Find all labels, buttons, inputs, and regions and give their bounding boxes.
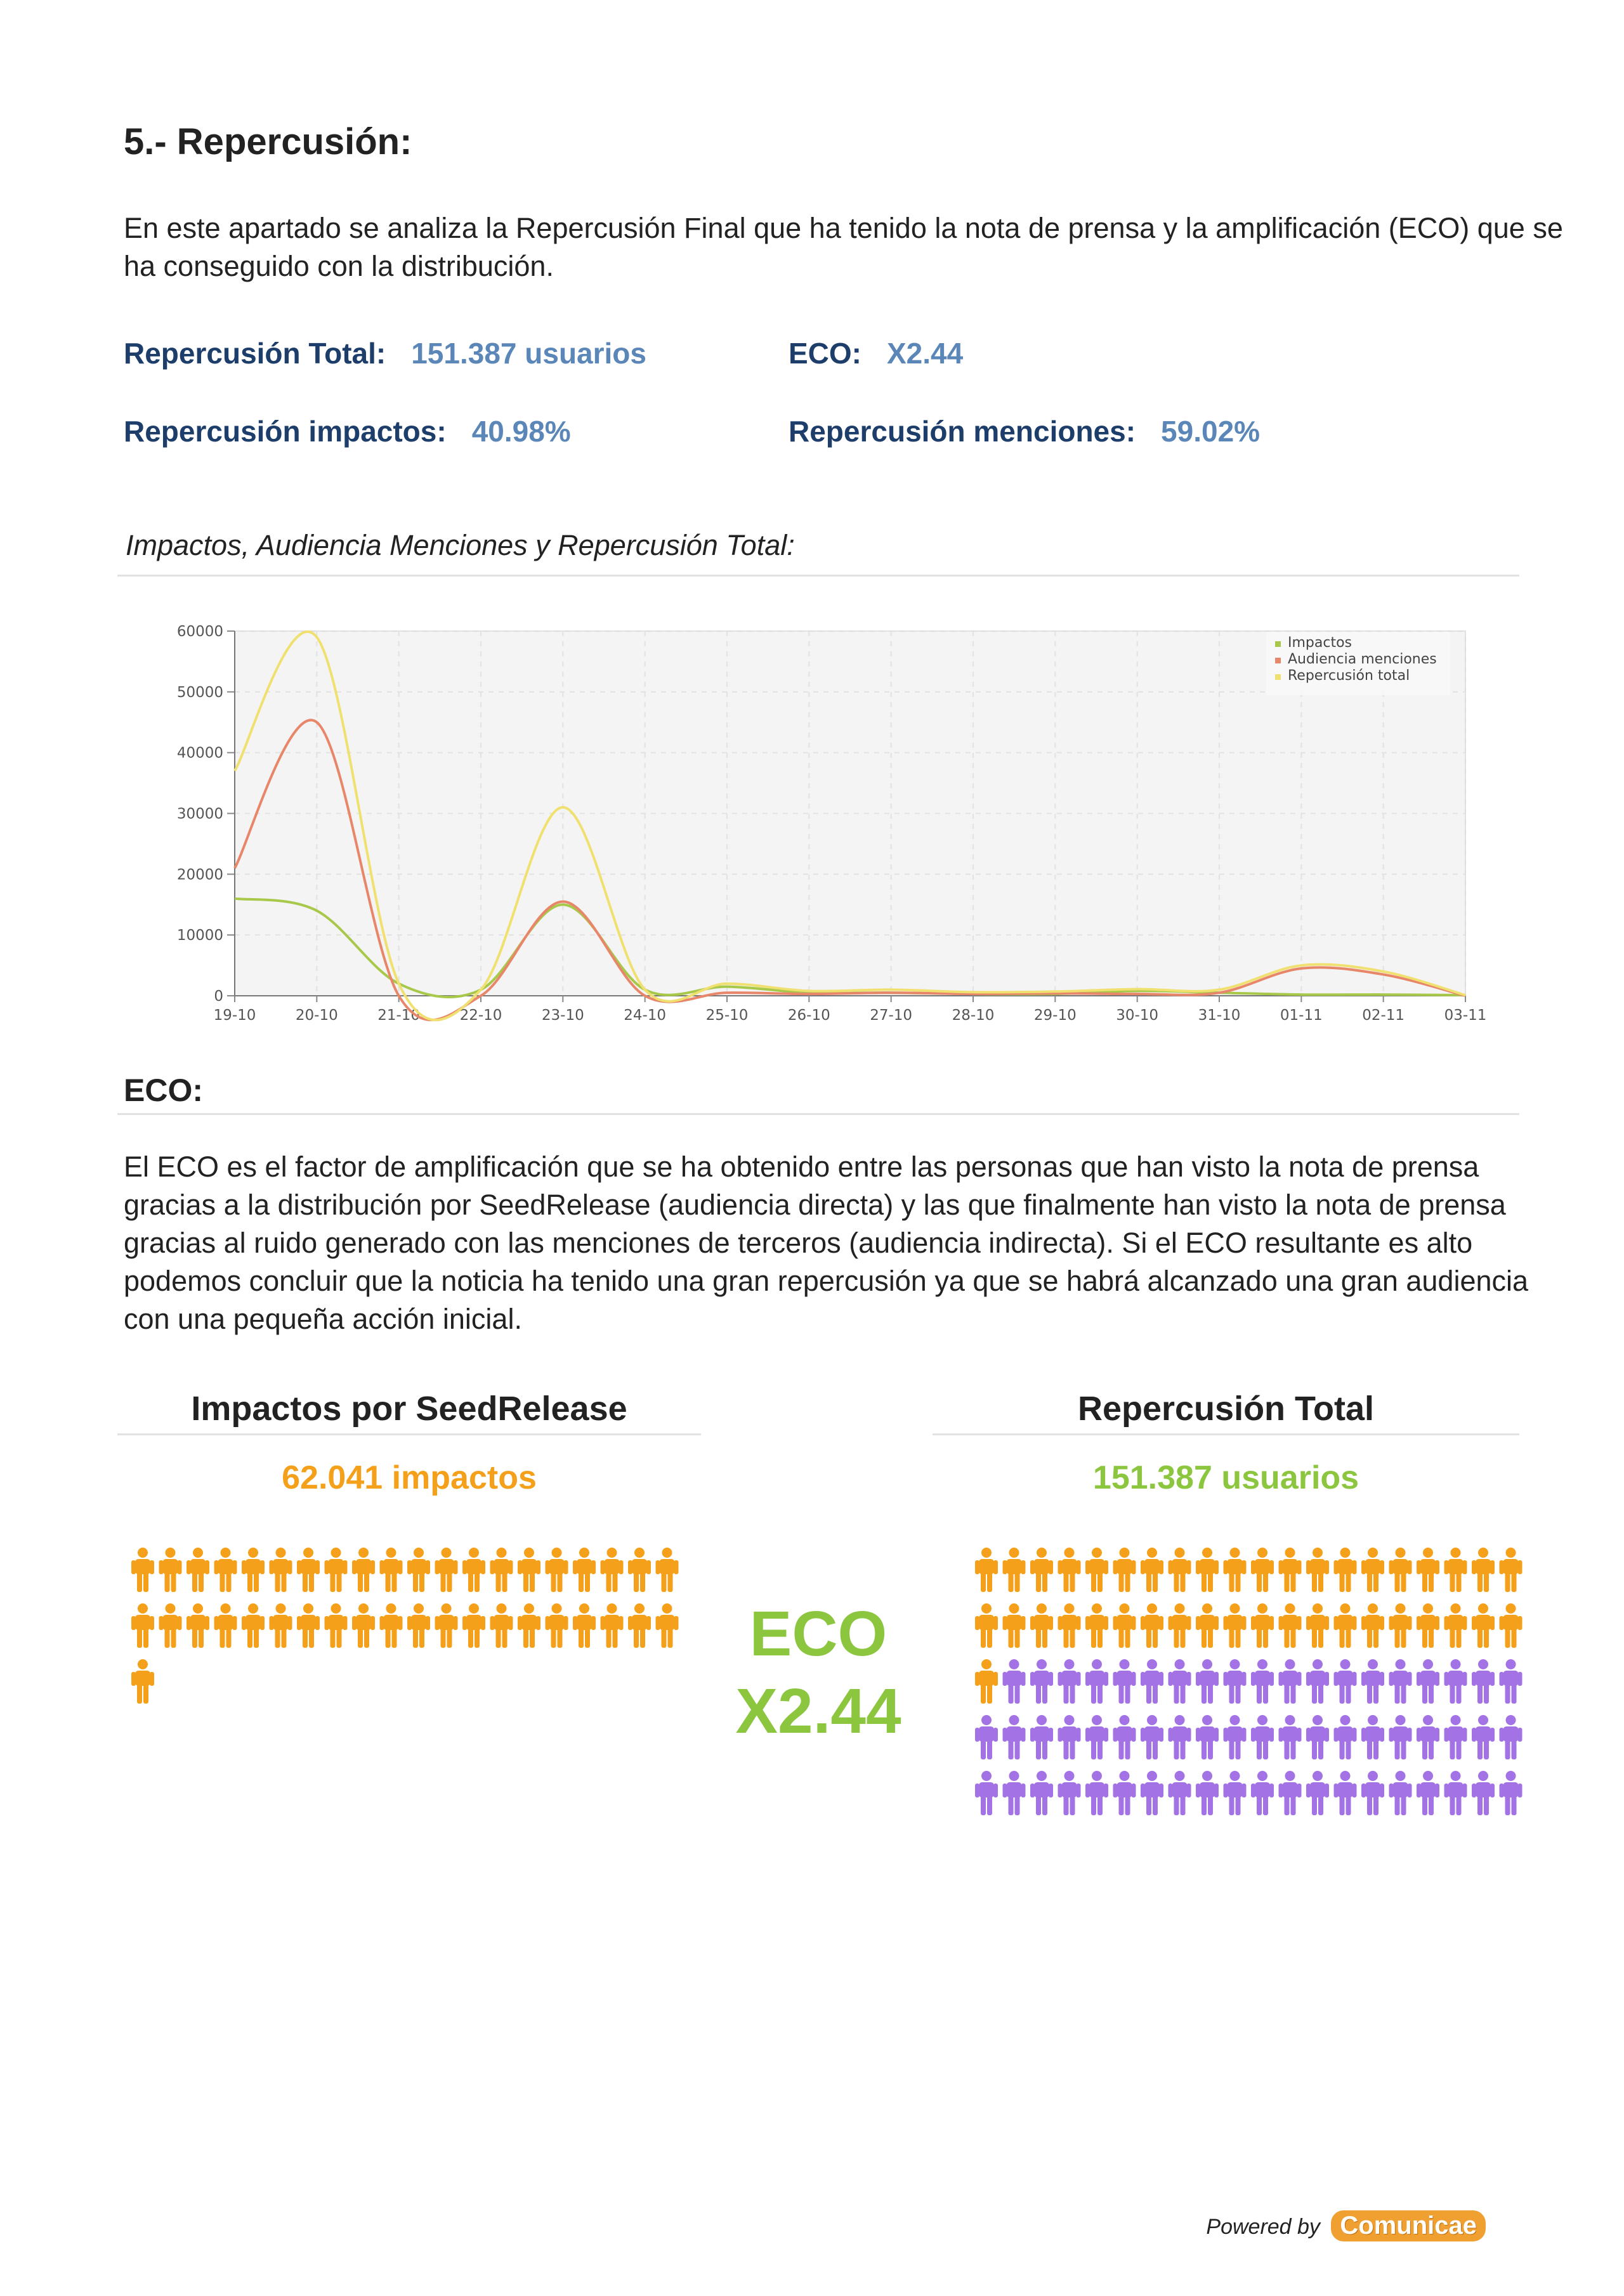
x-tick-label: 21-10 (377, 1007, 421, 1024)
person-icon (1500, 1771, 1522, 1815)
person-icon (1334, 1715, 1357, 1759)
person-icon (1279, 1771, 1302, 1815)
y-tick-label: 10000 (176, 927, 223, 944)
person-icon (1472, 1548, 1495, 1592)
x-tick-label: 27-10 (870, 1007, 913, 1024)
y-tick-label: 40000 (176, 745, 223, 762)
person-icon (1085, 1659, 1108, 1704)
person-icon (628, 1603, 651, 1648)
x-tick-label: 29-10 (1033, 1007, 1077, 1024)
person-icon (407, 1603, 430, 1648)
x-tick-label: 24-10 (624, 1007, 667, 1024)
person-icon (1003, 1603, 1026, 1648)
person-icon (187, 1603, 209, 1648)
person-icon (601, 1548, 624, 1592)
person-icon (435, 1548, 458, 1592)
person-icon (573, 1603, 596, 1648)
person-icon (1058, 1715, 1081, 1759)
stat-impactos (124, 414, 571, 448)
person-icon (1444, 1603, 1467, 1648)
person-icon (1417, 1771, 1439, 1815)
person-icon (297, 1548, 320, 1592)
person-icon (1169, 1771, 1191, 1815)
person-icon (1196, 1659, 1219, 1704)
footer (1206, 2210, 1486, 2241)
person-icon (1251, 1603, 1274, 1648)
left-column-title: Impactos por SeedRelease (191, 1390, 627, 1428)
person-icon (270, 1603, 292, 1648)
person-icon (1141, 1715, 1163, 1759)
y-tick-label: 30000 (176, 806, 223, 823)
x-tick-label: 30-10 (1116, 1007, 1159, 1024)
x-tick-label: 31-10 (1198, 1007, 1241, 1024)
legend-label: Impactos (1288, 635, 1352, 651)
stat-impactos-value: 40.98% (471, 415, 571, 448)
person-icon (407, 1548, 430, 1592)
person-icon (1169, 1659, 1191, 1704)
right-column-title: Repercusión Total (1077, 1390, 1375, 1428)
stat-menciones (789, 414, 1260, 448)
person-icon (352, 1548, 375, 1592)
person-icon (1279, 1548, 1302, 1592)
person-icon (352, 1603, 375, 1648)
stat-eco-value: X2.44 (887, 337, 964, 370)
x-tick-label: 22-10 (459, 1007, 502, 1024)
stat-eco-label: ECO: (789, 337, 861, 370)
person-icon (1472, 1659, 1495, 1704)
right-column-value: 151.387 usuarios (1092, 1459, 1359, 1496)
person-icon (546, 1548, 568, 1592)
person-icon (1444, 1771, 1467, 1815)
person-icon (1417, 1548, 1439, 1592)
x-tick-label: 20-10 (295, 1007, 338, 1024)
person-icon (1251, 1548, 1274, 1592)
person-icon (1417, 1603, 1439, 1648)
person-icon (1306, 1548, 1329, 1592)
person-icon (380, 1548, 403, 1592)
person-icon (325, 1548, 348, 1592)
person-icon (325, 1603, 348, 1648)
stat-total-label: Repercusión Total: (124, 337, 386, 370)
person-icon (546, 1603, 568, 1648)
person-icon (159, 1603, 182, 1648)
y-tick-label: 20000 (176, 866, 223, 884)
person-icon (573, 1548, 596, 1592)
person-icon (1417, 1715, 1439, 1759)
person-icon (1334, 1659, 1357, 1704)
person-icon (1334, 1603, 1357, 1648)
stat-impactos-label: Repercusión impactos: (124, 415, 447, 448)
person-icon (1169, 1548, 1191, 1592)
y-tick-label: 50000 (176, 684, 223, 701)
person-icon (1058, 1659, 1081, 1704)
x-tick-label: 26-10 (787, 1007, 830, 1024)
x-tick-label: 02-11 (1362, 1007, 1405, 1024)
eco-center-badge (730, 1595, 907, 1750)
x-tick-label: 03-11 (1444, 1007, 1487, 1024)
person-icon (656, 1548, 679, 1592)
x-tick-label: 25-10 (705, 1007, 749, 1024)
person-icon (1251, 1715, 1274, 1759)
person-icon (1196, 1548, 1219, 1592)
person-icon (1444, 1659, 1467, 1704)
person-icon (1472, 1771, 1495, 1815)
person-icon (1169, 1715, 1191, 1759)
person-icon (1224, 1659, 1247, 1704)
person-icon (1113, 1603, 1136, 1648)
person-icon (1113, 1659, 1136, 1704)
person-icon (490, 1548, 513, 1592)
person-icon (131, 1603, 154, 1648)
person-icon (1417, 1659, 1439, 1704)
person-icon (1500, 1603, 1522, 1648)
line-chart (114, 603, 1510, 1034)
x-tick-label: 01-11 (1280, 1007, 1323, 1024)
person-icon (462, 1548, 485, 1592)
legend-swatch (1275, 658, 1281, 663)
eco-center-label: ECO (749, 1598, 887, 1669)
comunicae-logo: Comunicae (1331, 2210, 1486, 2241)
person-icon (1224, 1715, 1247, 1759)
person-icon (1003, 1715, 1026, 1759)
person-icon (131, 1659, 154, 1704)
person-icon (1058, 1548, 1081, 1592)
person-icon (1279, 1603, 1302, 1648)
person-icon (1141, 1771, 1163, 1815)
person-icon (1030, 1771, 1053, 1815)
person-icon (1444, 1715, 1467, 1759)
person-icon (297, 1603, 320, 1648)
person-icon (1472, 1715, 1495, 1759)
person-icon (1196, 1771, 1219, 1815)
person-icon (975, 1771, 998, 1815)
x-tick-label: 28-10 (952, 1007, 995, 1024)
x-tick-label: 19-10 (213, 1007, 256, 1024)
person-icon (628, 1548, 651, 1592)
legend-swatch (1275, 641, 1281, 647)
legend-swatch (1275, 674, 1281, 680)
eco-heading: ECO: (124, 1073, 203, 1108)
person-icon (214, 1603, 237, 1648)
person-icon (1003, 1771, 1026, 1815)
person-icon (1141, 1548, 1163, 1592)
person-icon (1389, 1659, 1412, 1704)
person-icon (1085, 1715, 1108, 1759)
person-icon (1058, 1603, 1081, 1648)
person-icon (1169, 1603, 1191, 1648)
person-icon (1224, 1771, 1247, 1815)
person-icon (1389, 1715, 1412, 1759)
left-column-value: 62.041 impactos (282, 1459, 537, 1496)
person-icon (601, 1603, 624, 1648)
chart-title: Impactos, Audiencia Menciones y Repercusión Total: (126, 529, 795, 561)
person-icon (1500, 1715, 1522, 1759)
person-icon (1113, 1548, 1136, 1592)
person-icon (1500, 1548, 1522, 1592)
person-icon (1361, 1715, 1384, 1759)
footer-powered-text: Powered by (1206, 2215, 1320, 2239)
person-icon (131, 1548, 154, 1592)
person-icon (1361, 1771, 1384, 1815)
person-icon (1113, 1771, 1136, 1815)
person-icon (1306, 1715, 1329, 1759)
person-icon (187, 1548, 209, 1592)
person-icon (1334, 1548, 1357, 1592)
person-icon (1085, 1548, 1108, 1592)
right-column-divider (933, 1433, 1519, 1435)
person-icon (1306, 1659, 1329, 1704)
stat-menciones-value: 59.02% (1161, 415, 1261, 448)
person-icon (1389, 1603, 1412, 1648)
eco-paragraph: El ECO es el factor de amplificación que se ha obtenido entre las personas que han visto la nota de prensa gracias a la distribución por SeedRelease (audiencia directa) y las que finalmente han visto la nota de prensa gracias al ruido generado con las menciones de terceros (audiencia indirecta). Si el ECO resultante es alto podemos concluir que la noticia ha tenido una gran repercusión ya que se habrá alcanzado una gran audiencia con una pequeña acción inicial. (124, 1151, 1529, 1335)
person-icon (1279, 1659, 1302, 1704)
chart-legend (1266, 632, 1450, 695)
person-icon (1030, 1715, 1053, 1759)
person-icon (518, 1548, 540, 1592)
person-icon (975, 1603, 998, 1648)
person-icon (1224, 1603, 1247, 1648)
person-icon (214, 1548, 237, 1592)
people-grid-repercusion (974, 1548, 1532, 1833)
person-icon (1361, 1603, 1384, 1648)
person-icon (1279, 1715, 1302, 1759)
stat-menciones-label: Repercusión menciones: (789, 415, 1136, 448)
person-icon (518, 1603, 540, 1648)
person-icon (435, 1603, 458, 1648)
person-icon (159, 1548, 182, 1592)
eco-heading-divider (117, 1113, 1519, 1115)
person-icon (1030, 1548, 1053, 1592)
person-icon (1500, 1659, 1522, 1704)
person-icon (1389, 1771, 1412, 1815)
person-icon (1141, 1659, 1163, 1704)
person-icon (1251, 1771, 1274, 1815)
person-icon (1058, 1771, 1081, 1815)
person-icon (1306, 1603, 1329, 1648)
y-tick-label: 0 (214, 988, 223, 1005)
person-icon (975, 1659, 998, 1704)
person-icon (380, 1603, 403, 1648)
person-icon (1141, 1603, 1163, 1648)
person-icon (1361, 1659, 1384, 1704)
person-icon (1251, 1659, 1274, 1704)
y-tick-label: 60000 (176, 623, 223, 640)
person-icon (1030, 1659, 1053, 1704)
people-grid-impactos (130, 1548, 688, 1725)
person-icon (1196, 1715, 1219, 1759)
left-column-divider (117, 1433, 701, 1435)
person-icon (1306, 1771, 1329, 1815)
x-tick-label: 23-10 (541, 1007, 584, 1024)
person-icon (1196, 1603, 1219, 1648)
legend-label: Repercusión total (1288, 668, 1410, 684)
legend-label: Audiencia menciones (1288, 651, 1437, 667)
chart-title-divider (117, 575, 1519, 577)
person-icon (1003, 1548, 1026, 1592)
stat-total-value: 151.387 usuarios (411, 337, 646, 370)
person-icon (656, 1603, 679, 1648)
person-icon (1389, 1548, 1412, 1592)
person-icon (462, 1603, 485, 1648)
person-icon (242, 1603, 265, 1648)
person-icon (1334, 1771, 1357, 1815)
person-icon (1085, 1603, 1108, 1648)
person-icon (1224, 1548, 1247, 1592)
person-icon (1003, 1659, 1026, 1704)
person-icon (1361, 1548, 1384, 1592)
stat-total (124, 336, 646, 370)
stat-eco (789, 336, 963, 370)
person-icon (242, 1548, 265, 1592)
person-icon (1085, 1771, 1108, 1815)
section-title: 5.- Repercusión: (124, 121, 412, 162)
person-icon (270, 1548, 292, 1592)
person-icon (975, 1548, 998, 1592)
person-icon (1113, 1715, 1136, 1759)
person-icon (1444, 1548, 1467, 1592)
person-icon (1472, 1603, 1495, 1648)
person-icon (1030, 1603, 1053, 1648)
eco-center-value: X2.44 (735, 1676, 901, 1747)
person-icon (490, 1603, 513, 1648)
intro-paragraph: En este apartado se analiza la Repercusión Final que ha tenido la nota de prensa y la amplificación (ECO) que se ha conseguido con la distribución. (124, 212, 1563, 282)
person-icon (975, 1715, 998, 1759)
